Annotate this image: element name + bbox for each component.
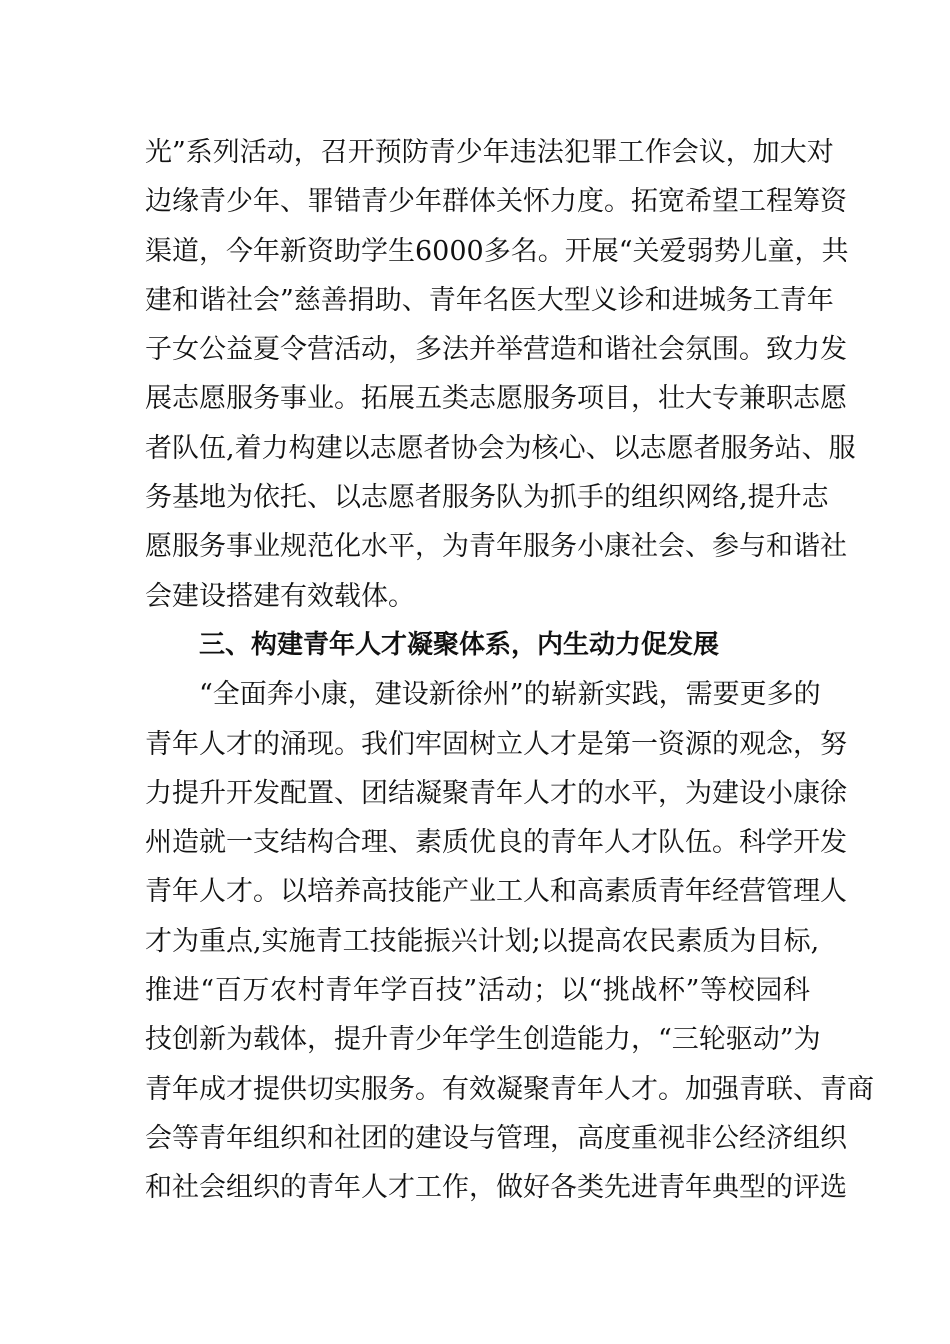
section-heading: 三、构建青年人才凝聚体系，内生动力促发展 <box>199 629 720 660</box>
paragraph-line: 光”系列活动，召开预防青少年违法犯罪工作会议，加大对 <box>145 137 834 168</box>
paragraph-line: 州造就一支结构合理、素质优良的青年人才队伍。科学开发 <box>145 827 847 859</box>
paragraph-line: 子女公益夏令营活动，多法并举营造和谐社会氛围。致力发 <box>145 334 847 366</box>
paragraph-line: 边缘青少年、罪错青少年群体关怀力度。拓宽希望工程筹资 <box>145 186 847 218</box>
document-body <box>145 128 874 1213</box>
paragraph-line: 才为重点,实施青工技能振兴计划;以提高农民素质为目标, <box>145 925 820 957</box>
paragraph-line: 务基地为依托、以志愿者服务队为抓手的组织网络,提升志 <box>145 482 829 514</box>
paragraph-line: 和社会组织的青年人才工作，做好各类先进青年典型的评选 <box>145 1172 847 1204</box>
paragraph-line: “全面奔小康，建设新徐州”的崭新实践，需要更多的 <box>199 679 821 711</box>
paragraph-line: 展志愿服务事业。拓展五类志愿服务项目，壮大专兼职志愿 <box>145 383 847 415</box>
paragraph-line: 青年成才提供切实服务。有效凝聚青年人才。加强青联、青商 <box>145 1073 874 1105</box>
paragraph-line: 力提升开发配置、团结凝聚青年人才的水平，为建设小康徐 <box>145 777 847 809</box>
paragraph-line: 技创新为载体，提升青少年学生创造能力，“三轮驱动”为 <box>145 1024 821 1056</box>
paragraph-line: 会建设搭建有效载体。 <box>145 580 415 612</box>
paragraph-line: 建和谐社会”慈善捐助、青年名医大型义诊和进城务工青年 <box>145 284 834 316</box>
paragraph-line: 会等青年组织和社团的建设与管理，高度重视非公经济组织 <box>145 1122 847 1154</box>
paragraph-line: 者队伍,着力构建以志愿者协会为核心、以志愿者服务站、服 <box>145 432 856 464</box>
paragraph-youth-talent <box>145 670 874 1212</box>
paragraph-line: 青年人才的涌现。我们牢固树立人才是第一资源的观念，努 <box>145 728 847 760</box>
paragraph-line: 推进“百万农村青年学百技”活动；以“挑战杯”等校园科 <box>145 975 810 1007</box>
paragraph-line: 青年人才。以培养高技能产业工人和高素质青年经营管理人 <box>145 876 847 908</box>
paragraph-line: 渠道，今年新资助学生6000多名。开展“关爱弱势儿童，共 <box>145 235 849 267</box>
paragraph-line: 愿服务事业规范化水平，为青年服务小康社会、参与和谐社 <box>145 531 847 563</box>
paragraph-volunteer-service <box>145 128 856 621</box>
